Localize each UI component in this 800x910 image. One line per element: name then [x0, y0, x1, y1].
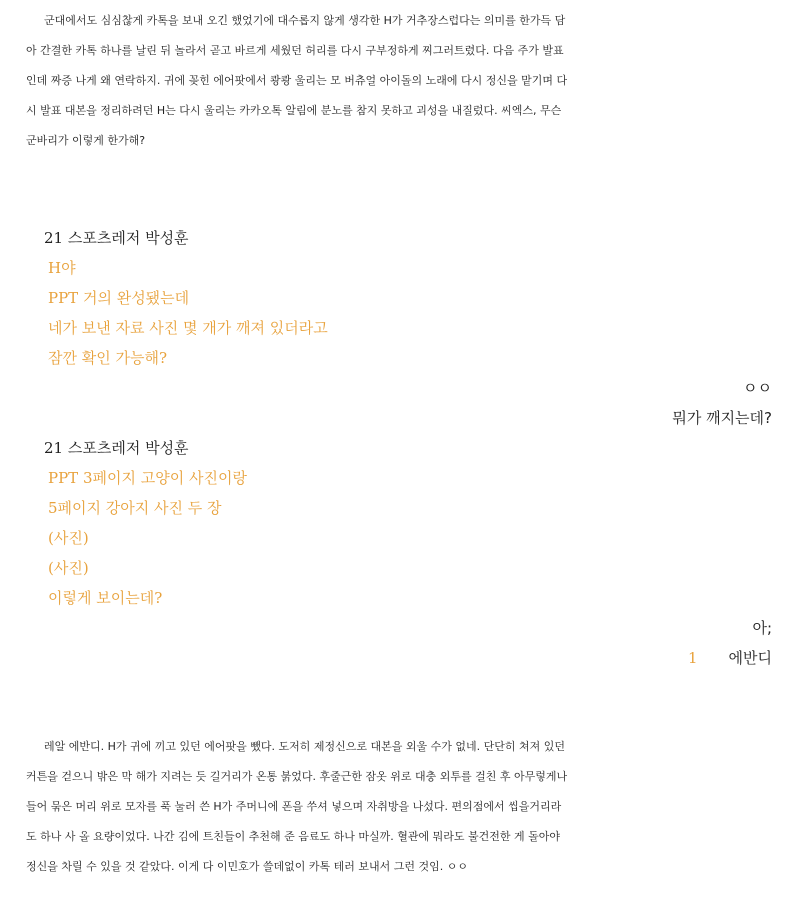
chat-sent-message: 뭐가 깨지는데? [672, 409, 772, 427]
intro-line: 군바리가 이렇게 한가해? [26, 134, 146, 147]
chat-received-message: H야 [48, 259, 76, 277]
chat-received-message: PPT 3페이지 고양이 사진이랑 [48, 469, 247, 487]
outro-line: 커튼을 걷으니 밖은 막 해가 지려는 듯 길거리가 온통 붉었다. 후줄근한 잠옷 위로 대충 외투를 걸친 후 아무렇게나 [26, 770, 568, 783]
intro-line: 아 간결한 카톡 하나를 날린 뒤 놀라서 곧고 바르게 세웠던 허리를 다시 구부정하게 찌그러트렸다. 다음 주가 발표 [26, 44, 564, 57]
intro-paragraph [26, 6, 776, 156]
chat-received-message: 네가 보낸 자료 사진 몇 개가 깨져 있더라고 [48, 319, 328, 337]
chat-sent-message: ㅇㅇ [743, 379, 772, 397]
outro-paragraph [26, 732, 776, 882]
intro-line: 인데 짜증 나게 왜 연락하지. 귀에 꽂힌 에어팟에서 쾅쾅 울리는 모 버츄얼 아이돌의 노래에 다시 정신을 맡기며 다 [26, 74, 568, 87]
chat-sent-message: 아; [752, 619, 772, 637]
chat-received-message: (사진) [48, 529, 89, 547]
outro-line: 정신을 차릴 수 있을 것 같았다. 이게 다 이민호가 쓸데없이 카톡 테러 보내서 그런 것임. ㅇㅇ [26, 860, 468, 873]
chat-sender-name: 21 스포츠레저 박성훈 [44, 229, 189, 247]
intro-line: 군대에서도 심심찮게 카톡을 보내 오긴 했었기에 대수롭지 않게 생각한 H가 거추장스럽다는 의미를 한가득 담 [44, 14, 566, 27]
chat-received-message: PPT 거의 완성됐는데 [48, 289, 190, 307]
intro-line: 시 발표 대본을 정리하려던 H는 다시 울리는 카카오톡 알림에 분노를 참지 못하고 괴성을 내질렀다. 씨엑스, 무슨 [26, 104, 562, 117]
chat-received-message: 잠깐 확인 가능해? [48, 349, 168, 367]
outro-line: 레알 에반디. H가 귀에 끼고 있던 에어팟을 뺐다. 도저히 제정신으로 대본을 외울 수가 없네. 단단히 쳐져 있던 [44, 740, 565, 753]
unread-count-badge: 1 [688, 649, 698, 667]
chat-received-message: 5페이지 강아지 사진 두 장 [48, 499, 222, 517]
outro-line: 도 하나 사 올 요량이었다. 나간 김에 트친들이 추천해 준 음료도 하나 마실까. 혈관에 뭐라도 불건전한 게 돌아야 [26, 830, 560, 843]
chat-sent-message: 에반디 [728, 649, 772, 667]
chat-received-message: (사진) [48, 559, 89, 577]
chat-sender-name: 21 스포츠레저 박성훈 [44, 439, 189, 457]
chat-received-message: 이렇게 보이는데? [48, 589, 163, 607]
outro-line: 들어 묶은 머리 위로 모자를 푹 눌러 쓴 H가 주머니에 폰을 쑤셔 넣으며 자취방을 나섰다. 편의점에서 씹을거리라 [26, 800, 562, 813]
